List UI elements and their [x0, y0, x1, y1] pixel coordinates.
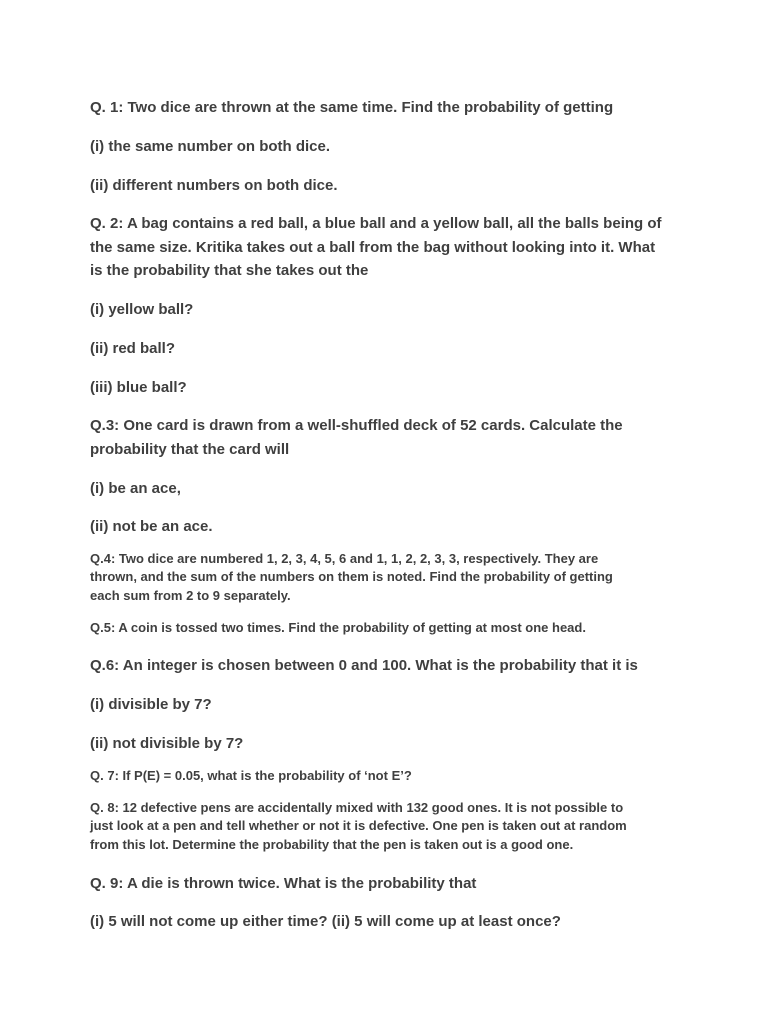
q2-part-i: (i) yellow ball? [90, 301, 194, 318]
q5-line: Q.5: A coin is tossed two times. Find the probability of getting at most one head. [90, 620, 586, 635]
q3-part-ii: (ii) not be an ace. [90, 518, 213, 535]
q2-part-ii: (ii) red ball? [90, 340, 176, 357]
q6-part-i: (i) divisible by 7? [90, 696, 212, 713]
q1-part-ii: (ii) different numbers on both dice. [90, 177, 338, 194]
q4-line-1: Q.4: Two dice are numbered 1, 2, 3, 4, 5, 6 and 1, 1, 2, 2, 3, 3, respectively. They are [90, 551, 599, 566]
q2-part-iii: (iii) blue ball? [90, 379, 187, 396]
q2-line-2: the same size. Kritika takes out a ball from the bag without looking into it. What [90, 239, 656, 256]
q2-line-1: Q. 2: A bag contains a red ball, a blue ball and a yellow ball, all the balls being of [90, 215, 662, 232]
q3-part-i: (i) be an ace, [90, 480, 181, 497]
q8-line-1: Q. 8: 12 defective pens are accidentally mixed with 132 good ones. It is not possible to [90, 800, 624, 815]
q8-line-2: just look at a pen and tell whether or not it is defective. One pen is taken out at random [90, 818, 627, 833]
q4-line-2: thrown, and the sum of the numbers on them is noted. Find the probability of getting [90, 569, 613, 584]
q4-line-3: each sum from 2 to 9 separately. [90, 588, 291, 603]
q7-line: Q. 7: If P(E) = 0.05, what is the probability of ‘not E’? [90, 768, 412, 783]
q1-heading: Q. 1: Two dice are thrown at the same time. Find the probability of getting [90, 99, 614, 116]
q3-line-2: probability that the card will [90, 441, 290, 458]
q6-part-ii: (ii) not divisible by 7? [90, 735, 244, 752]
q8-line-3: from this lot. Determine the probability that the pen is taken out is a good one. [90, 837, 574, 852]
q3-line-1: Q.3: One card is drawn from a well-shuffled deck of 52 cards. Calculate the [90, 417, 623, 434]
q9-heading: Q. 9: A die is thrown twice. What is the probability that [90, 875, 477, 892]
q9-parts: (i) 5 will not come up either time? (ii) 5 will come up at least once? [90, 913, 561, 930]
q6-heading: Q.6: An integer is chosen between 0 and 100. What is the probability that it is [90, 657, 638, 674]
q1-part-i: (i) the same number on both dice. [90, 138, 331, 155]
q2-line-3: is the probability that she takes out the [90, 262, 369, 279]
